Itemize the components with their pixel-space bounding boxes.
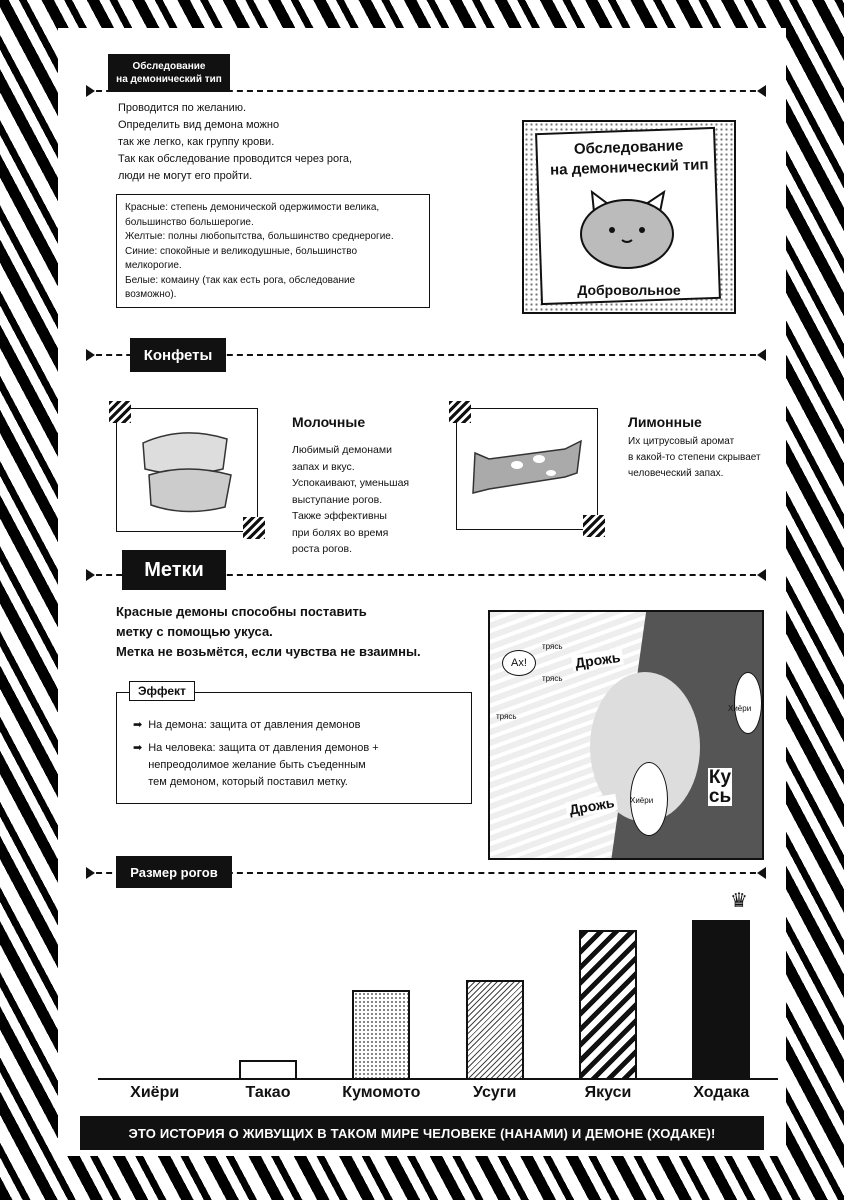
type-line: Синие: спокойные и великодушные, большинство — [125, 245, 358, 257]
milk-line: роста рогов. — [292, 543, 352, 555]
survey-header-tag — [108, 54, 230, 92]
effect-line: тем демоном, который поставил метку. — [148, 776, 348, 788]
horns-header-tag: Размер рогов — [116, 856, 232, 888]
arrow-icon: ➡ — [133, 742, 143, 754]
survey-text — [118, 100, 448, 185]
lemon-line: человеческий запах. — [628, 468, 724, 479]
chart-x-label: Усуги — [473, 1084, 517, 1101]
effect-label: Эффект — [129, 681, 195, 701]
chart-bar-3 — [466, 980, 524, 1080]
chart-x-label: Ходака — [693, 1084, 750, 1101]
effect-box — [116, 684, 472, 804]
effect-line: На демона: защита от давления демонов — [148, 719, 361, 731]
lemon-candy-icon — [467, 433, 587, 503]
chart-x-label: Хиёри — [130, 1084, 180, 1101]
lemon-line: Их цитрусовый аромат — [628, 436, 735, 447]
chart-bar-2 — [352, 990, 410, 1080]
chart-x-label: Якуси — [584, 1084, 632, 1101]
milk-line: Также эффективны — [292, 510, 387, 522]
sfx-kus: Кусь — [708, 767, 732, 807]
footer-banner — [80, 1116, 764, 1150]
lemon-line: в какой-то степени скрывает — [628, 452, 761, 463]
marks-line: Метка не возьмётся, если чувства не взаимны. — [116, 644, 421, 659]
milk-line: запах и вкус. — [292, 460, 355, 473]
chart-x-label: Кумомото — [342, 1084, 421, 1101]
lemon-candy-image — [456, 408, 598, 530]
chart-bar-5 — [692, 920, 750, 1080]
marks-text — [116, 602, 486, 662]
milk-line: Успокаивают, уменьшая — [292, 477, 410, 489]
survey-header-line1: Обследование — [132, 61, 206, 72]
survey-line: Проводится по желанию. — [118, 102, 247, 114]
type-line: большинство большерогие. — [125, 216, 254, 228]
sfx-tryas: трясь — [542, 642, 563, 651]
effect-line: непреодолимое желание быть съеденным — [148, 759, 366, 771]
sfx-drozh: Дрожь — [571, 648, 624, 671]
milk-candy-icon — [131, 419, 243, 519]
survey-poster — [522, 120, 736, 314]
lemon-candy-title: Лимонные — [628, 414, 702, 430]
survey-line: Определить вид демона можно — [118, 119, 280, 131]
chart-bar-4 — [579, 930, 637, 1080]
chart-bar-1 — [239, 1060, 297, 1080]
marks-line: Красные демоны способны поставить — [116, 604, 367, 619]
sfx-drozh: Дрожь — [565, 794, 618, 819]
horn-size-chart — [98, 898, 778, 1080]
content-panel — [58, 28, 786, 1156]
survey-line: люди не могут его пройти. — [118, 170, 253, 182]
sfx-hieri: Хиёри — [630, 796, 654, 805]
type-line: Желтые: полны любопытства, большинство среднерогие. — [125, 231, 394, 242]
type-line: Красные: степень демонической одержимости велика, — [125, 202, 380, 213]
crown-icon: ♛ — [730, 890, 748, 912]
milk-candy-image — [116, 408, 258, 532]
poster-subtitle: Добровольное — [577, 282, 681, 298]
marks-line: метку с помощью укуса. — [116, 624, 273, 639]
sfx-tryas: трясь — [496, 712, 517, 721]
poster-mascot-icon — [572, 184, 682, 274]
manga-panel — [488, 610, 764, 860]
milk-line: Любимый демонами — [292, 444, 392, 456]
sfx-hieri: Хиёри — [728, 704, 752, 713]
type-line: мелкорогие. — [125, 260, 182, 271]
milk-candy-title: Молочные — [292, 414, 366, 430]
milk-line: при болях во время — [292, 526, 389, 539]
survey-line: так же легко, как группу крови. — [118, 136, 275, 148]
survey-types-box — [116, 194, 430, 308]
sfx-ah: Ах! — [502, 650, 536, 676]
survey-header-line2: на демонический тип — [116, 74, 222, 85]
chart-x-label: Такао — [245, 1084, 291, 1101]
chart-baseline — [98, 1078, 778, 1080]
footer-text: ЭТО ИСТОРИЯ О ЖИВУЩИХ В ТАКОМ МИРЕ ЧЕЛОВЕКЕ (НАНАМИ) И ДЕМОНЕ (ХОДАКЕ)! — [128, 1125, 716, 1141]
survey-line: Так как обследование проводится через рога, — [118, 153, 353, 165]
milk-candy-text — [292, 442, 442, 558]
poster-title — [543, 135, 714, 181]
lemon-candy-text — [628, 434, 784, 482]
effect-line: На человека: защита от давления демонов + — [148, 742, 379, 754]
arrow-icon: ➡ — [133, 719, 143, 731]
candy-header-tag: Конфеты — [130, 338, 226, 372]
marks-header-tag: Метки — [122, 550, 226, 590]
chart-x-labels — [98, 1084, 778, 1110]
type-line: возможно). — [125, 289, 177, 300]
poster-title-line: Обследование — [573, 137, 684, 158]
sfx-tryas: трясь — [542, 674, 563, 683]
type-line: Белые: комаину (так как есть рога, обследование — [125, 274, 356, 286]
poster-title-line: на демонический тип — [549, 156, 709, 179]
milk-line: выступание рогов. — [292, 493, 383, 506]
